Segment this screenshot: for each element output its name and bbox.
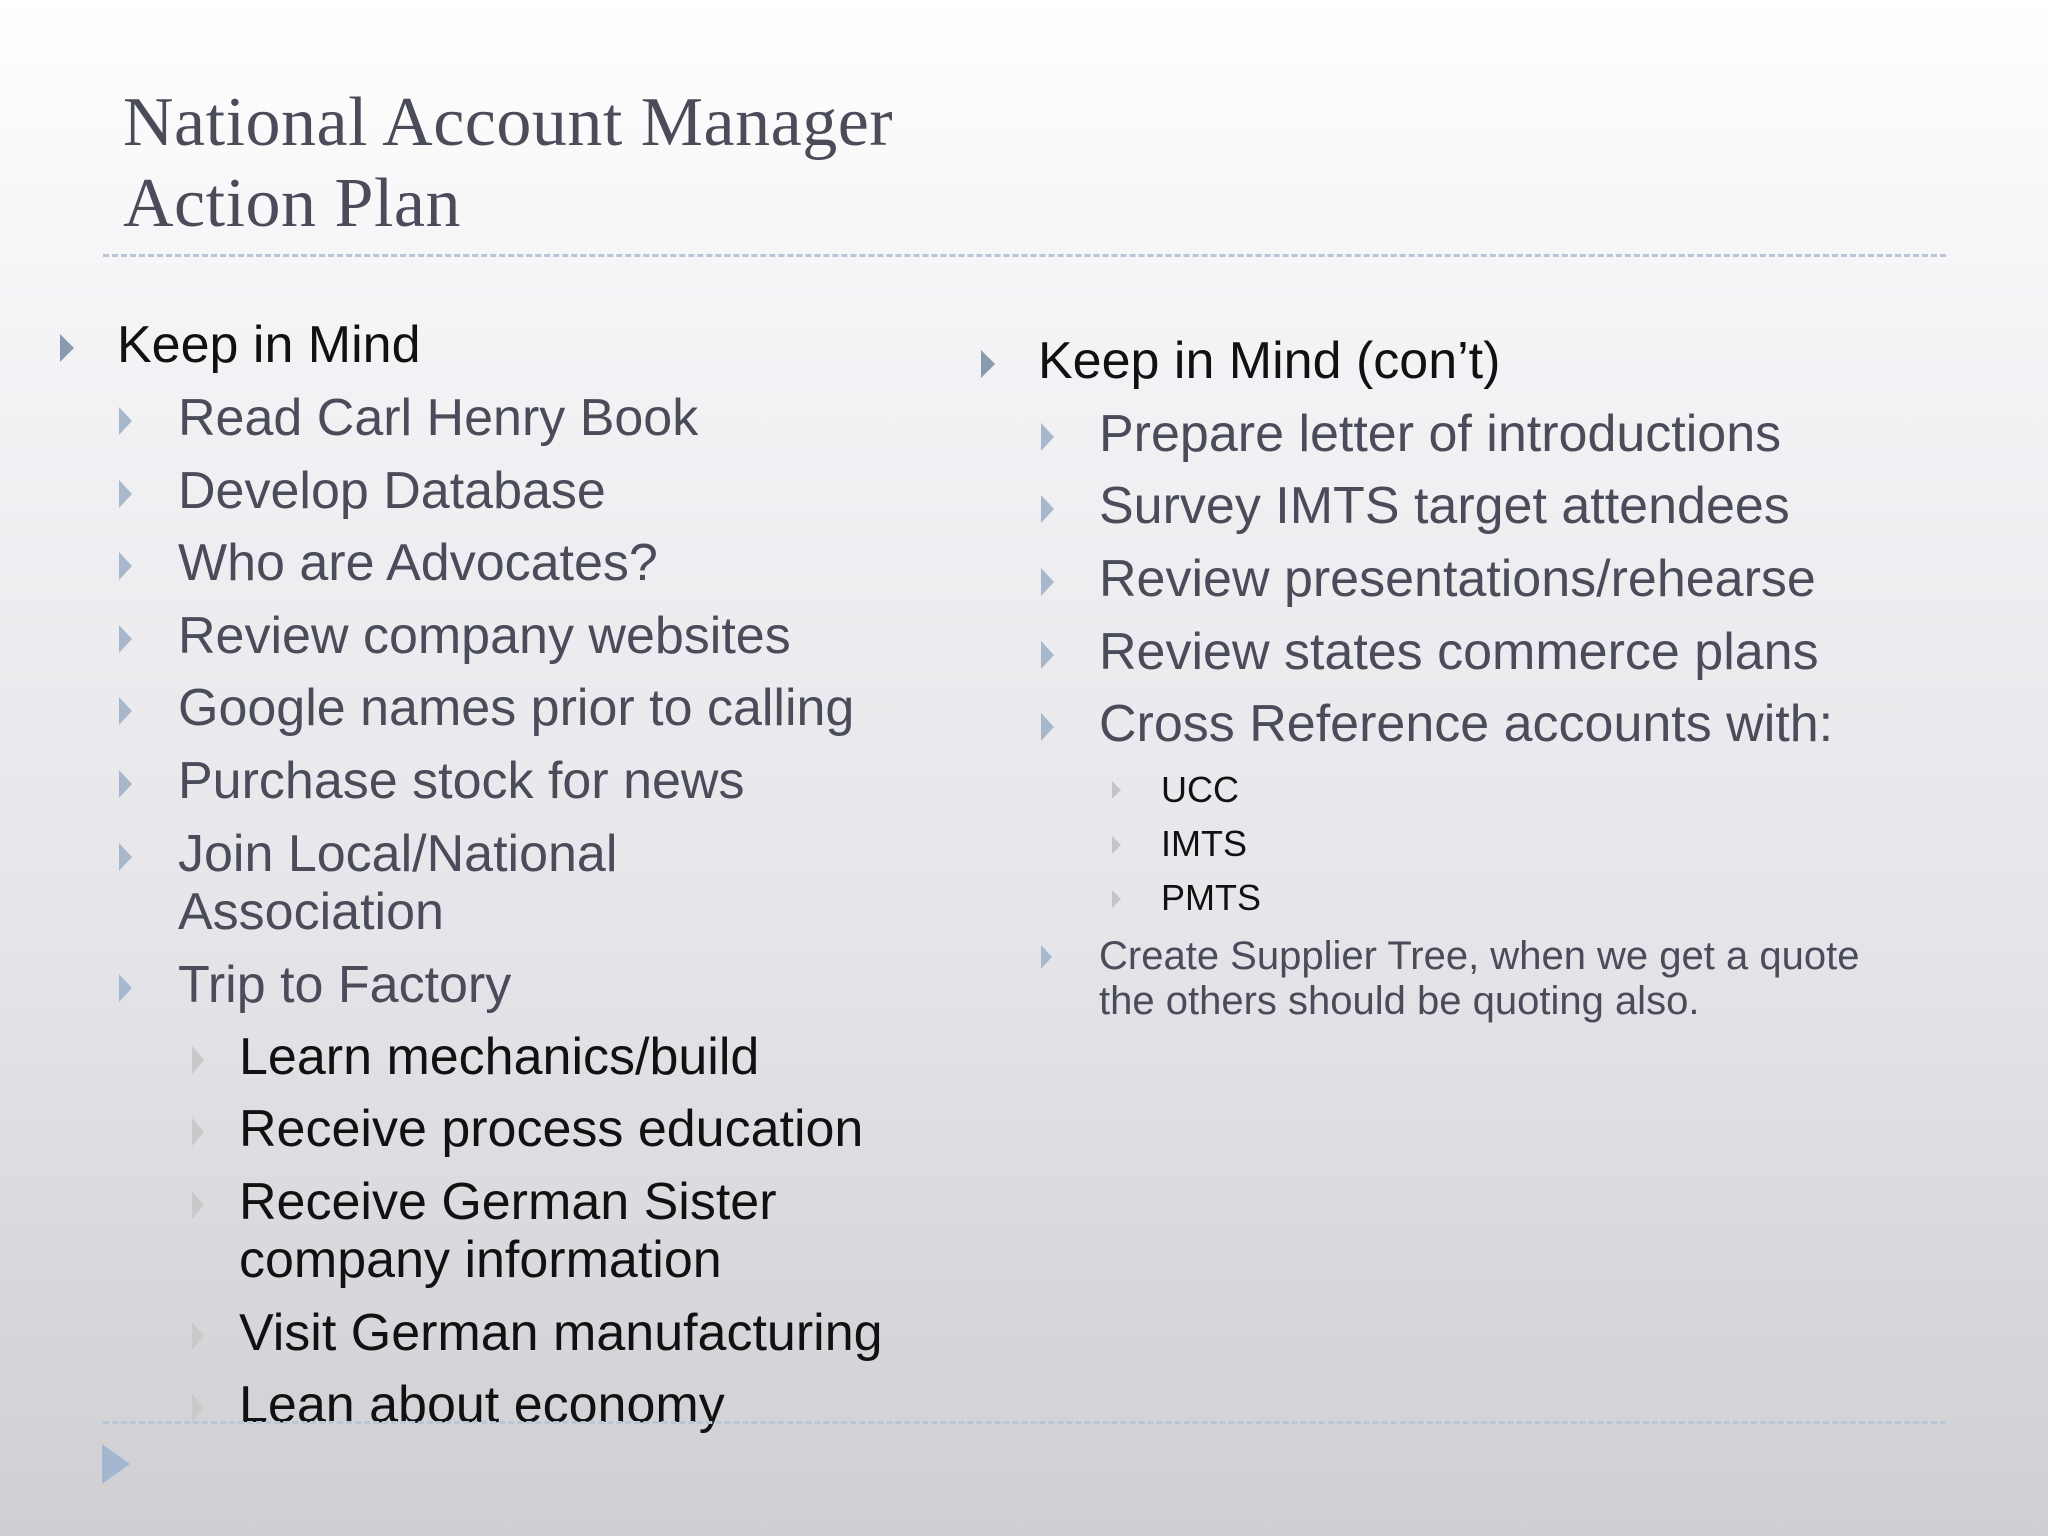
bullet-triangle-icon xyxy=(192,1046,204,1074)
bullet-triangle-icon xyxy=(1041,423,1054,451)
slide-title-line-2: Action Plan xyxy=(123,165,461,242)
footer-divider xyxy=(103,1421,1946,1424)
bullet-triangle-icon xyxy=(192,1118,204,1146)
bullet-triangle-icon xyxy=(1041,713,1054,741)
slide-title-line-1: National Account Manager xyxy=(123,84,894,161)
bullet-triangle-icon xyxy=(119,625,132,653)
bullet-triangle-icon xyxy=(1112,890,1121,908)
bullet-triangle-icon xyxy=(119,974,132,1002)
bullet-triangle-icon xyxy=(119,552,132,580)
bullet-triangle-icon xyxy=(192,1191,204,1219)
bullet-triangle-icon xyxy=(119,770,132,798)
bullet-triangle-icon xyxy=(119,697,132,725)
bullet-triangle-icon xyxy=(119,480,132,508)
bullet-triangle-icon xyxy=(1112,836,1121,854)
bullet-triangle-icon xyxy=(119,843,132,871)
bullet-triangle-icon xyxy=(192,1394,204,1422)
corner-arrow-icon xyxy=(102,1444,130,1484)
bullet-triangle-icon xyxy=(119,407,132,435)
bullet-triangle-icon xyxy=(981,350,995,378)
bullet-triangle-icon xyxy=(1041,568,1054,596)
bullet-triangle-icon xyxy=(1041,495,1054,523)
title-divider xyxy=(103,254,1946,257)
bullet-triangle-icon xyxy=(1112,781,1121,799)
bullet-triangle-icon xyxy=(1041,945,1052,969)
bullet-triangle-icon xyxy=(60,334,74,362)
slide-title xyxy=(123,82,893,244)
bullet-triangle-icon xyxy=(1041,641,1054,669)
bullet-triangle-icon xyxy=(192,1322,204,1350)
